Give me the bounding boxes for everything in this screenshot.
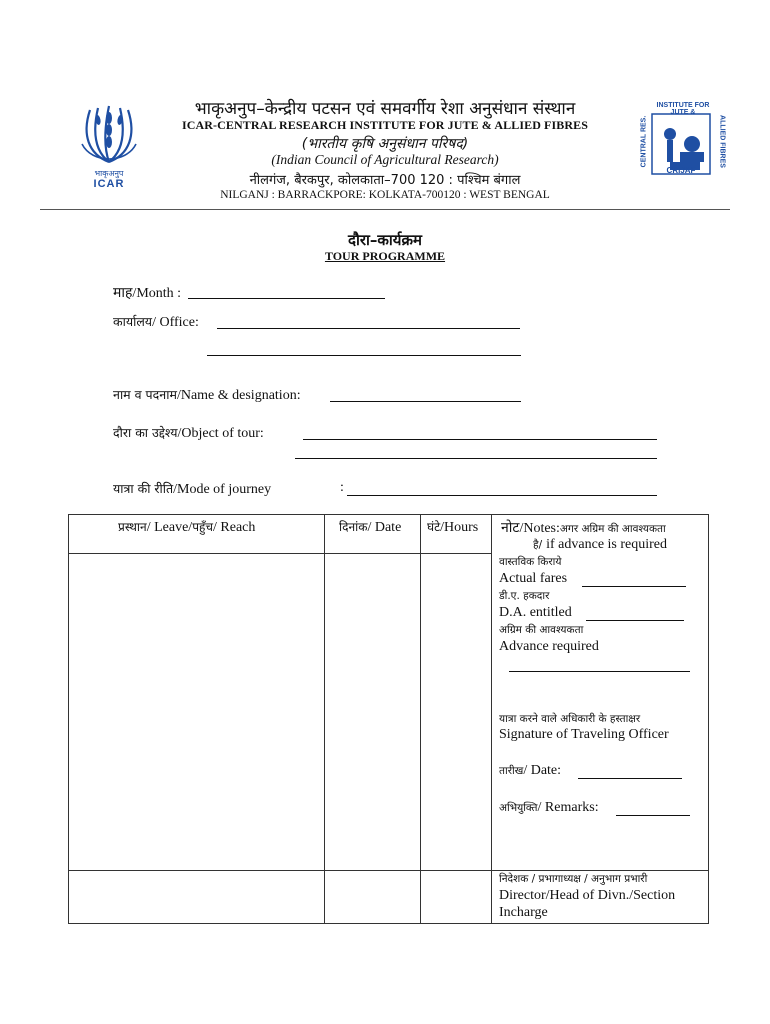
director-label-english-2: Incharge [499, 905, 548, 920]
col3-english: /Hours [440, 520, 479, 535]
da-input[interactable] [586, 606, 684, 621]
mode-label-english: /Mode of journey [173, 482, 272, 497]
office-input-line2[interactable] [207, 341, 521, 356]
date-label-english: / Date: [523, 763, 562, 778]
table-footer-divider [68, 870, 709, 871]
mode-label-hindi: यात्रा की रीति [113, 481, 174, 496]
col3-hindi: घंटे [427, 520, 441, 534]
object-label-english: /Object of tour: [177, 426, 264, 441]
col1-hindi-a: प्रस्थान [118, 520, 147, 534]
advance-label-hindi: अग्रिम की आवश्यकता [499, 624, 584, 636]
name-field [113, 386, 301, 404]
crijaf-logo-top: INSTITUTE FOR JUTE & [656, 102, 710, 116]
council-name-hindi: (भारतीय कृषि अनुसंधान परिषद) [301, 136, 469, 152]
remarks-label-english: / Remarks: [537, 800, 599, 815]
icar-logo-text: ICAR [93, 178, 125, 190]
date-field [499, 763, 561, 779]
header-divider [40, 209, 730, 210]
mode-field [113, 480, 271, 498]
col-date [339, 518, 401, 536]
month-label: माह/Month : [113, 286, 182, 301]
mode-colon: : [340, 480, 344, 495]
advance-input[interactable] [509, 657, 690, 672]
da-label-hindi: डी.ए. हकदार [499, 590, 550, 602]
office-label-hindi: कार्यालय [113, 314, 153, 329]
remarks-field [499, 800, 599, 816]
object-field [113, 424, 264, 442]
col1-english-a: / Leave/ [146, 520, 193, 535]
col-leave-reach [118, 518, 255, 536]
crijaf-logo-bottom: CRIJAF [666, 166, 696, 175]
signature-label-english: Signature of Traveling Officer [499, 727, 669, 742]
notes-english: नोट/Notes: [501, 521, 560, 536]
col1-hindi-b: पहुँच [192, 520, 213, 534]
form-title-english: TOUR PROGRAMME [324, 249, 446, 263]
crijaf-logo-left: CENTRAL RES. [640, 115, 648, 168]
col-hours [427, 518, 478, 536]
council-name-english: (Indian Council of Agricultural Research) [271, 152, 499, 167]
col2-hindi: दिनांक [339, 520, 368, 534]
remarks-input[interactable] [616, 801, 690, 816]
icar-logo-hindi: भाकृअनुप [94, 169, 124, 178]
table-col-divider-2 [420, 514, 421, 924]
date-label-hindi: तारीख [499, 765, 524, 777]
mode-input[interactable] [347, 481, 657, 496]
signature-label-hindi: यात्रा करने वाले अधिकारी के हस्ताक्षर [499, 713, 641, 725]
name-label-english: /Name & designation: [176, 388, 301, 403]
director-label-hindi: निदेशक / प्रभागाध्यक्ष / अनुभाग प्रभारी [499, 873, 648, 885]
fares-label-english: Actual fares [499, 571, 568, 586]
table-header-divider [68, 553, 492, 554]
office-input[interactable] [217, 314, 520, 329]
office-field [113, 313, 199, 331]
object-label-hindi: दौरा का उद्देश्य [113, 425, 178, 440]
notes-english-2: if advance is required [546, 537, 668, 552]
name-input[interactable] [330, 387, 521, 402]
col1-english-b: / Reach [213, 520, 256, 535]
object-input-line2[interactable] [295, 444, 657, 459]
crijaf-logo-right: ALLIED FIBRES [718, 115, 726, 168]
advance-label-english: Advance required [499, 639, 599, 654]
col2-english: / Date [367, 520, 402, 535]
notes-line2 [533, 535, 667, 553]
fares-input[interactable] [582, 572, 686, 587]
da-label-english: D.A. entitled [499, 605, 572, 620]
date-input[interactable] [578, 764, 682, 779]
notes-hindi-2: है/ [533, 539, 543, 551]
fares-label-hindi: वास्तविक किराये [499, 556, 562, 568]
remarks-label-hindi: अभियुक्ति [499, 802, 538, 814]
address-hindi: नीलगंज, बैरकपुर, कोलकाता–700 120 : पश्चिम बंगाल [249, 173, 521, 188]
institute-name-hindi: भाकृअनुप–केन्द्रीय पटसन एवं समवर्गीय रेशा अनुसंधान संस्थान [194, 99, 576, 119]
institute-name-english: ICAR-CENTRAL RESEARCH INSTITUTE FOR JUTE & ALLIED FIBRES [181, 118, 589, 132]
name-label-hindi: नाम व पदनाम [113, 387, 177, 402]
table-col-divider-1 [324, 514, 325, 924]
form-title-hindi: दौरा–कार्यक्रम [348, 231, 422, 249]
table-col-divider-3 [491, 514, 492, 924]
month-field [113, 283, 181, 302]
director-label-english-1: Director/Head of Divn./Section [499, 888, 676, 903]
address-english: NILGANJ : BARRACKPORE: KOLKATA-700120 : WEST BENGAL [220, 189, 550, 201]
office-label-english: / Office: [152, 315, 199, 330]
object-input[interactable] [303, 425, 657, 440]
month-input[interactable] [188, 284, 385, 299]
notes-hindi-1: अगर अग्रिम की आवश्यकता [559, 523, 666, 535]
